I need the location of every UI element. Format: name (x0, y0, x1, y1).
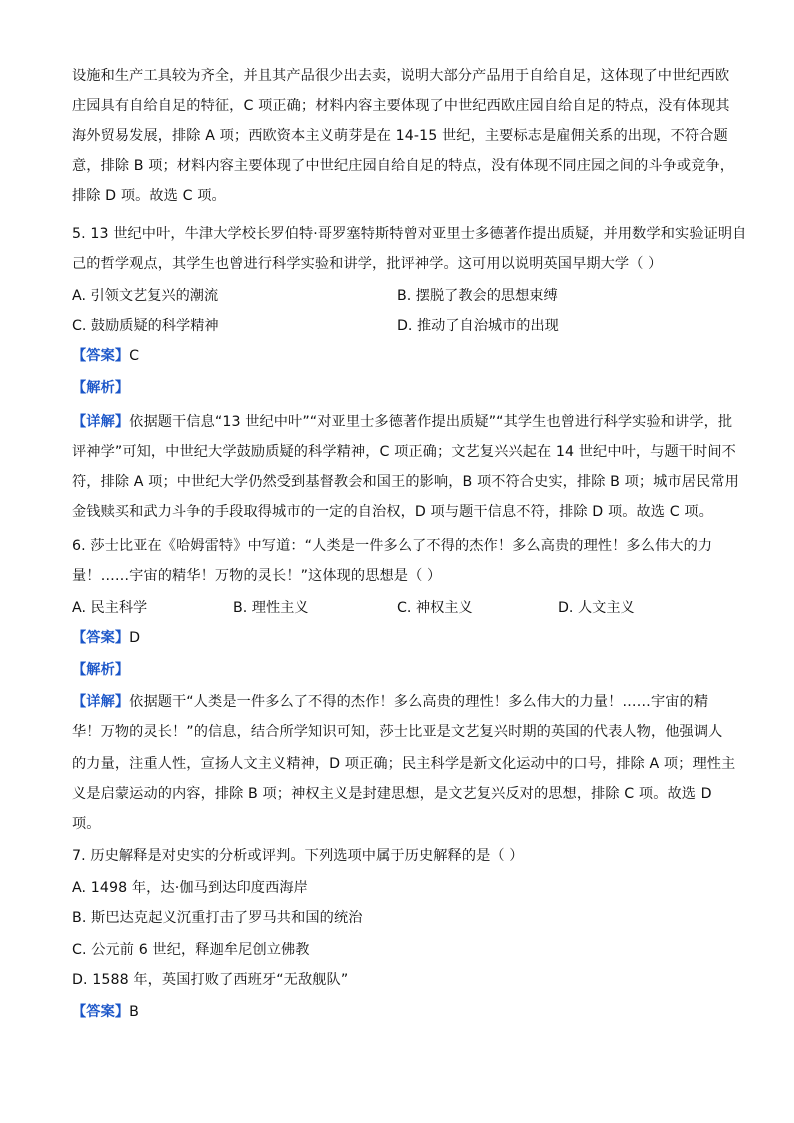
q6-answer (72, 628, 732, 648)
q7-stem-line: 7. 历史解释是对史实的分析或评判。下列选项中属于历史解释的是（ ） (72, 848, 524, 864)
q5-answer (72, 346, 732, 366)
q5-analysis-heading (72, 378, 732, 398)
intro-line: 排除 D 项。故选 C 项。 (72, 188, 226, 204)
answer-tag: 【答案】 (72, 630, 130, 646)
detail-tag: 【详解】 (72, 414, 130, 430)
intro-line: 意，排除 B 项；材料内容主要体现了中世纪庄园自给自足的特点，没有体现不同庄园之间的斗争或竞争， (72, 158, 734, 174)
q6-option-c: C. 神权主义 (397, 600, 473, 616)
q6-detail-line: 华！万物的灵长！”的信息，结合所学知识可知，莎士比亚是文艺复兴时期的英国的代表人物，他强调人 (72, 724, 723, 740)
intro-line: 设施和生产工具较为齐全，并且其产品很少出去卖，说明大部分产品用于自给自足，这体现了中世纪西欧 (72, 68, 730, 84)
answer-value: C (129, 348, 140, 364)
answer-tag: 【答案】 (72, 348, 130, 364)
q6-analysis-heading (72, 660, 732, 680)
q6-detail-line: 的力量，注重人性，宣扬人文主义精神，D 项正确；民主科学是新文化运动中的口号，排除 A 项；理性主 (72, 756, 736, 772)
q6-detail-line: 义是启蒙运动的内容，排除 B 项；神权主义是封建思想，是文艺复兴反对的思想，排除 C 项。故选 D (72, 786, 712, 802)
q7-option-c: C. 公元前 6 世纪，释迦牟尼创立佛教 (72, 942, 310, 958)
q5-detail-line: 金钱赎买和武力斗争的手段取得城市的一定的自治权，D 项与题干信息不符，排除 D 项。故选 C 项。 (72, 504, 713, 520)
q6-option-d: D. 人文主义 (558, 600, 635, 616)
q6-stem-line: 6. 莎士比亚在《哈姆雷特》中写道：“人类是一件多么了不得的杰作！多么高贵的理性！多么伟大的力 (72, 538, 713, 554)
q5-option-a: A. 引领文艺复兴的潮流 (72, 288, 219, 304)
detail-tag: 【详解】 (72, 694, 130, 710)
answer-tag: 【答案】 (72, 1004, 130, 1020)
detail-text: 依据题干“人类是一件多么了不得的杰作！多么高贵的理性！多么伟大的力量！……宇宙的精 (129, 694, 709, 710)
q6-stem-line: 量！……宇宙的精华！万物的灵长！”这体现的思想是（ ） (72, 568, 442, 584)
q5-detail-line (72, 412, 732, 432)
q5-stem-line: 己的哲学观点，其学生也曾进行科学实验和讲学，批评神学。这可用以说明英国早期大学（ ） (72, 256, 663, 272)
q6-option-b: B. 理性主义 (233, 600, 309, 616)
analysis-tag: 【解析】 (72, 380, 130, 396)
q5-detail-line: 符，排除 A 项；中世纪大学仍然受到基督教会和国王的影响，B 项不符合史实，排除 B 项；城市居民常用 (72, 474, 739, 490)
answer-value: D (129, 630, 141, 646)
q7-answer (72, 1002, 732, 1022)
q5-option-d: D. 推动了自治城市的出现 (397, 318, 559, 334)
detail-text: 依据题干信息“13 世纪中叶”“对亚里士多德著作提出质疑”“其学生也曾进行科学实验和讲学，批 (129, 414, 733, 430)
q5-option-c: C. 鼓励质疑的科学精神 (72, 318, 219, 334)
q5-option-b: B. 摆脱了教会的思想束缚 (397, 288, 558, 304)
intro-line: 海外贸易发展，排除 A 项；西欧资本主义萌芽是在 14-15 世纪，主要标志是雇佣关系的出现，不符合题 (72, 128, 728, 144)
q7-option-d: D. 1588 年，英国打败了西班牙“无敌舰队” (72, 972, 349, 988)
analysis-tag: 【解析】 (72, 662, 130, 678)
q6-detail-line: 项。 (72, 816, 101, 832)
answer-value: B (129, 1004, 139, 1020)
q5-stem-line: 5. 13 世纪中叶，牛津大学校长罗伯特·哥罗塞特斯特曾对亚里士多德著作提出质疑，并用数学和实验证明自 (72, 226, 747, 242)
intro-line: 庄园具有自给自足的特征，C 项正确；材料内容主要体现了中世纪西欧庄园自给自足的特点，没有体现其 (72, 98, 730, 114)
q7-option-a: A. 1498 年，达·伽马到达印度西海岸 (72, 880, 308, 896)
q7-option-b: B. 斯巴达克起义沉重打击了罗马共和国的统治 (72, 910, 363, 926)
q5-detail-line: 评神学”可知，中世纪大学鼓励质疑的科学精神，C 项正确；文艺复兴兴起在 14 世纪中叶，与题干时间不 (72, 444, 736, 460)
q6-detail-line (72, 692, 732, 712)
q6-option-a: A. 民主科学 (72, 600, 148, 616)
